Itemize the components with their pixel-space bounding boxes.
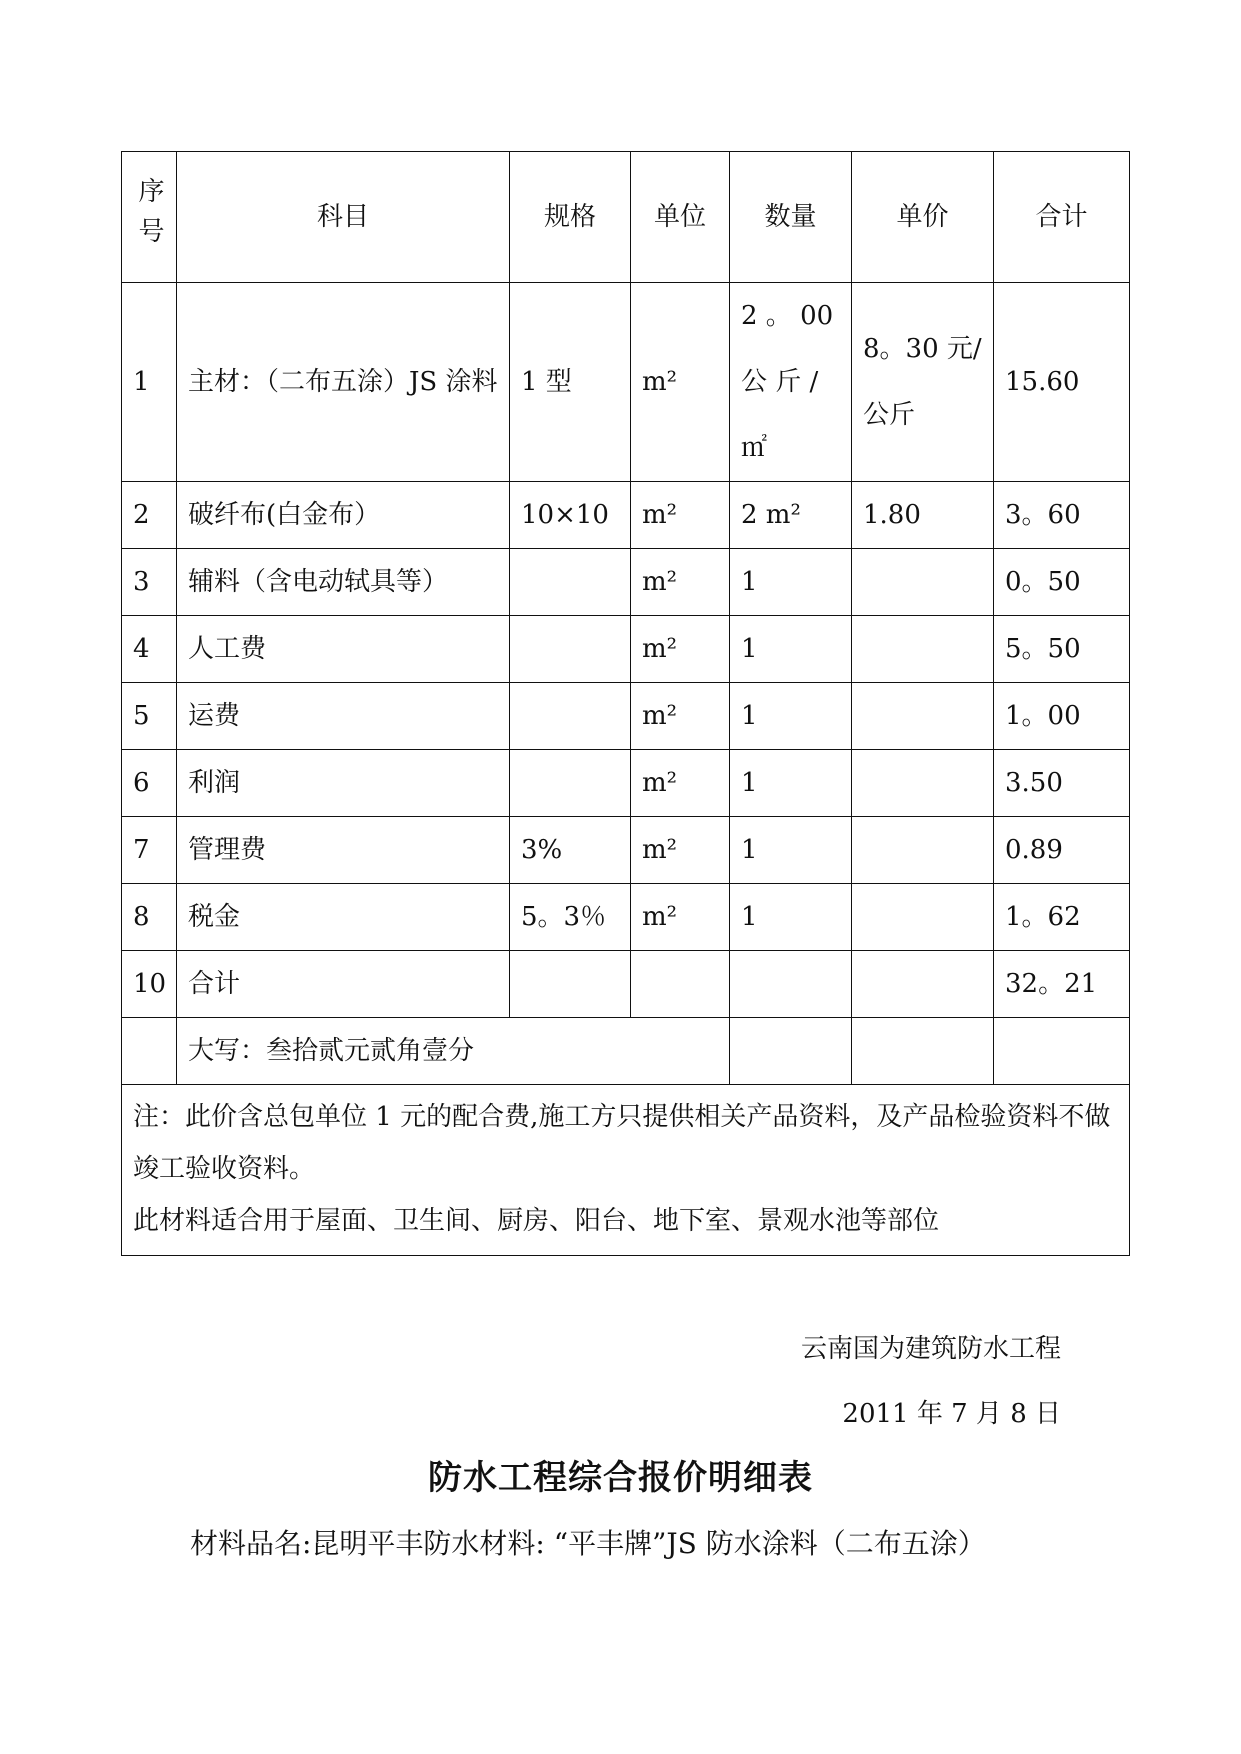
cell-no: 4 — [122, 616, 177, 683]
cell-spec: 10×10 — [510, 482, 631, 549]
cell-qty: 2 。 00 公 斤 / ㎡ — [730, 283, 852, 482]
cell-no: 8 — [122, 884, 177, 951]
cell-qty: 1 — [730, 884, 852, 951]
cell-spec — [510, 549, 631, 616]
header-unit: 单位 — [631, 152, 730, 283]
quote-table — [121, 151, 1130, 1256]
cell-item: 破纤布(白金布） — [177, 482, 510, 549]
cell-qty: 1 — [730, 817, 852, 884]
cell-no: 10 — [122, 951, 177, 1018]
table-row — [122, 549, 1130, 616]
cell-qty — [730, 951, 852, 1018]
table-row — [122, 750, 1130, 817]
cell-item: 运费 — [177, 683, 510, 750]
cell-price — [852, 817, 994, 884]
cell-price — [852, 750, 994, 817]
cell-spec — [510, 750, 631, 817]
table-row-notes — [122, 1085, 1130, 1256]
cell-unit: m² — [631, 817, 730, 884]
cell-total: 3。60 — [994, 482, 1130, 549]
cell-spec: 5。3％ — [510, 884, 631, 951]
page-title: 防水工程综合报价明细表 — [428, 1458, 813, 1498]
cell-no: 1 — [122, 283, 177, 482]
cell-no: 3 — [122, 549, 177, 616]
cell-total: 1。00 — [994, 683, 1130, 750]
table-header-row — [122, 152, 1130, 283]
cell-total: 0。50 — [994, 549, 1130, 616]
company-name: 云南国为建筑防水工程 — [800, 1334, 1061, 1364]
note-line: 注：此价含总包单位 1 元的配合费,施工方只提供相关产品资料，及产品检验资料不做竣工验收资料。 — [133, 1102, 1111, 1184]
cell-no: 2 — [122, 482, 177, 549]
cell-unit: m² — [631, 683, 730, 750]
cell-qty: 1 — [730, 750, 852, 817]
cell-price — [852, 549, 994, 616]
cell-price: 1.80 — [852, 482, 994, 549]
cell-price — [852, 951, 994, 1018]
cell-no: 7 — [122, 817, 177, 884]
cell-unit: m² — [631, 283, 730, 482]
document-date: 2011 年 7 月 8 日 — [842, 1399, 1061, 1429]
header-item: 科目 — [177, 152, 510, 283]
cell-unit: m² — [631, 549, 730, 616]
cell-total: 15.60 — [994, 283, 1130, 482]
material-name: 材料品名:昆明平丰防水材料: “平丰牌”JS 防水涂料（二布五涂） — [190, 1527, 986, 1560]
cell-price: 8。30 元/公斤 — [852, 283, 994, 482]
table-row — [122, 884, 1130, 951]
cell-qty: 2 m² — [730, 482, 852, 549]
cell-no: 6 — [122, 750, 177, 817]
cell-price — [852, 884, 994, 951]
table-row-total — [122, 951, 1130, 1018]
cell-qty — [730, 1018, 852, 1085]
cell-unit — [631, 951, 730, 1018]
cell-spec — [510, 683, 631, 750]
cell-total: 32。21 — [994, 951, 1130, 1018]
cell-item: 人工费 — [177, 616, 510, 683]
table-row — [122, 616, 1130, 683]
cell-spec: 1 型 — [510, 283, 631, 482]
capital-amount: 大写：叁拾贰元贰角壹分 — [177, 1018, 730, 1085]
cell-qty: 1 — [730, 549, 852, 616]
table-row — [122, 817, 1130, 884]
cell-qty: 1 — [730, 683, 852, 750]
cell-no: 5 — [122, 683, 177, 750]
cell-unit: m² — [631, 884, 730, 951]
cell-price — [852, 616, 994, 683]
header-total: 合计 — [994, 152, 1130, 283]
table-row — [122, 283, 1130, 482]
cell-item: 辅料（含电动轼具等） — [177, 549, 510, 616]
cell-item: 合计 — [177, 951, 510, 1018]
cell-item: 主材：（二布五涂）JS 涂料 — [177, 283, 510, 482]
table-row — [122, 683, 1130, 750]
header-qty: 数量 — [730, 152, 852, 283]
cell-unit: m² — [631, 616, 730, 683]
cell-total: 0.89 — [994, 817, 1130, 884]
cell-unit: m² — [631, 482, 730, 549]
cell-total: 5。50 — [994, 616, 1130, 683]
header-no: 序号 — [122, 152, 177, 283]
notes-cell — [122, 1085, 1130, 1256]
cell-spec — [510, 616, 631, 683]
cell-total: 3.50 — [994, 750, 1130, 817]
cell-price — [852, 683, 994, 750]
cell-price — [852, 1018, 994, 1085]
note-line: 此材料适合用于屋面、卫生间、厨房、阳台、地下室、景观水池等部位 — [133, 1206, 940, 1236]
cell-item: 管理费 — [177, 817, 510, 884]
header-price: 单价 — [852, 152, 994, 283]
cell-spec — [510, 951, 631, 1018]
cell-qty: 1 — [730, 616, 852, 683]
cell-unit: m² — [631, 750, 730, 817]
cell-spec: 3% — [510, 817, 631, 884]
table-row-capital — [122, 1018, 1130, 1085]
cell-item: 利润 — [177, 750, 510, 817]
cell-total — [994, 1018, 1130, 1085]
cell-item: 税金 — [177, 884, 510, 951]
header-spec: 规格 — [510, 152, 631, 283]
cell-total: 1。62 — [994, 884, 1130, 951]
cell-no — [122, 1018, 177, 1085]
table-row — [122, 482, 1130, 549]
